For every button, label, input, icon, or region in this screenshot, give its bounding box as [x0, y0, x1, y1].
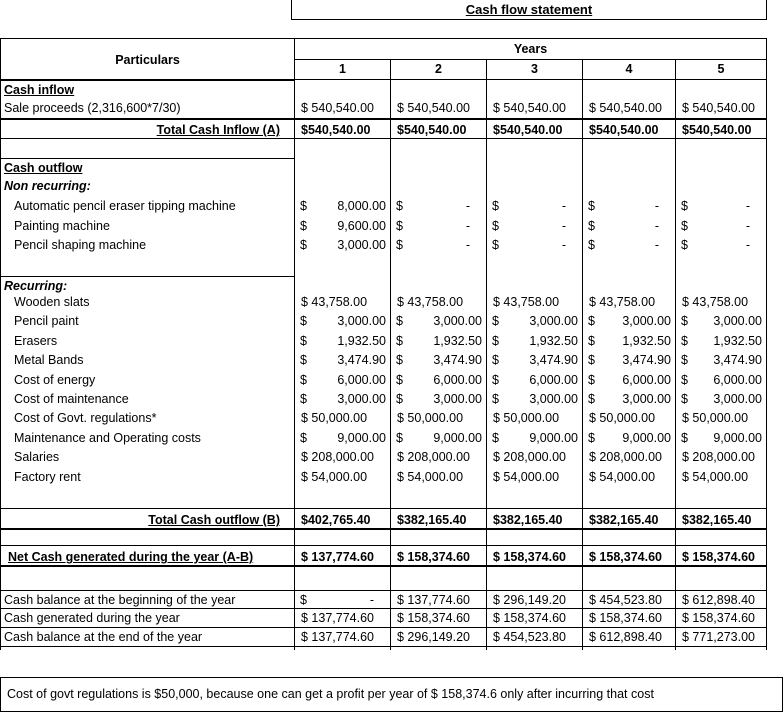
balance-row-value-y3: $ 454,523.80: [486, 628, 582, 647]
recurring-item-value-y2: [390, 351, 486, 370]
currency-symbol: $: [681, 218, 688, 233]
currency-symbol: $: [396, 199, 403, 213]
recurring-item-amount-y4: 1,932.50: [622, 333, 671, 348]
recurring-item-label: Factory rent: [14, 469, 81, 484]
recurring-item-amount-y3: 3,000.00: [529, 392, 578, 406]
currency-symbol: $: [300, 333, 307, 348]
recurring-item-label: Pencil paint: [14, 314, 79, 329]
non-recurring-heading-row: [0, 177, 783, 196]
non-recurring-item-row: [0, 217, 783, 236]
recurring-item-row: [0, 293, 783, 312]
total-cash-inflow-value-y1: $540,540.00: [294, 118, 390, 139]
sale-proceeds-value-y5: $ 540,540.00: [682, 101, 755, 115]
recurring-item-value-y5: $ 43,758.00: [682, 295, 749, 309]
balance-row-value-y3: $ 158,374.60: [486, 609, 582, 628]
recurring-item-value-y5: [675, 390, 766, 409]
balance-row-row: [0, 628, 783, 647]
non-recurring-item-label: Automatic pencil eraser tipping machine: [14, 199, 236, 213]
recurring-item-amount-y4: 3,000.00: [622, 314, 671, 329]
recurring-item-row: [0, 409, 783, 428]
recurring-item-row: [0, 390, 783, 409]
non-recurring-item-value-y1: [294, 236, 390, 255]
recurring-item-value-y4: [582, 351, 675, 370]
recurring-item-value-y5: [675, 312, 766, 331]
year-5-header: 5: [675, 59, 767, 80]
recurring-item-value-y3: [486, 332, 582, 351]
recurring-item-label: Erasers: [14, 333, 58, 348]
recurring-item-value-y2: $ 54,000.00: [397, 469, 464, 484]
currency-symbol: $: [492, 314, 499, 329]
cash-inflow-heading-row: [0, 80, 783, 99]
recurring-item-value-y2: [390, 332, 486, 351]
recurring-item-value-y3: $ 50,000.00: [493, 411, 560, 426]
total-cash-inflow-value-y2: $540,540.00: [390, 118, 486, 139]
recurring-item-value-y5: $ 208,000.00: [682, 450, 755, 465]
sale-proceeds-label: Sale proceeds (2,316,600*7/30): [4, 101, 181, 115]
balance-row-value-y4: $ 612,898.40: [582, 628, 675, 647]
recurring-item-label: Salaries: [14, 450, 60, 465]
balance-row-value-y4: $ 454,523.80: [582, 590, 675, 609]
year-3-header: 3: [486, 59, 582, 80]
non-recurring-item-amount-y1: 3,000.00: [337, 238, 386, 252]
recurring-item-value-y1: [294, 351, 390, 370]
balance-row-value-y4: $ 158,374.60: [582, 609, 675, 628]
year-4-header: 4: [582, 59, 675, 80]
non-recurring-item-amount-y2: -: [465, 238, 470, 252]
recurring-item-value-y5: [675, 332, 766, 351]
currency-symbol: $: [492, 238, 499, 252]
recurring-item-amount-y1: 3,474.90: [337, 353, 386, 368]
recurring-item-value-y3: $ 54,000.00: [493, 469, 560, 484]
footnote: Cost of govt regulations is $50,000, because one can get a profit per year of $ 158,374.6 only after incurring that cost: [0, 677, 783, 712]
balance-row-value-y5: $ 771,273.00: [675, 628, 766, 647]
cash-outflow-heading-label: Cash outflow: [0, 158, 294, 177]
recurring-item-value-y4: $ 50,000.00: [589, 411, 656, 426]
currency-symbol: $: [588, 392, 595, 406]
recurring-item-value-y3: [486, 351, 582, 370]
recurring-item-value-y5: $ 50,000.00: [682, 411, 749, 426]
recurring-item-label: Maintenance and Operating costs: [14, 430, 201, 445]
non-recurring-item-value-y1: [294, 217, 390, 236]
recurring-item-value-y4: $ 208,000.00: [589, 450, 662, 465]
net-cash-row: [0, 545, 783, 567]
recurring-item-amount-y2: 1,932.50: [433, 333, 482, 348]
recurring-item-amount-y5: 1,932.50: [713, 333, 762, 348]
recurring-item-value-y2: [390, 390, 486, 409]
net-cash-value-y5: $ 158,374.60: [675, 545, 766, 567]
total-cash-inflow-label: Total Cash Inflow (A): [0, 118, 294, 139]
net-cash-value-y3: $ 158,374.60: [486, 545, 582, 567]
non-recurring-item-value-y4: [582, 236, 675, 255]
recurring-item-row: [0, 312, 783, 331]
currency-symbol: $: [396, 430, 403, 445]
currency-symbol: $: [588, 199, 595, 213]
non-recurring-item-value-y1: [294, 197, 390, 216]
net-cash-label: Net Cash generated during the year (A-B): [0, 545, 294, 567]
year-1-header: 1: [294, 59, 390, 80]
currency-symbol: $: [492, 218, 499, 233]
non-recurring-item-value-y3: [486, 197, 582, 216]
currency-symbol: $: [396, 218, 403, 233]
non-recurring-item-amount-y2: -: [465, 218, 470, 233]
balance-row-value-y2: $ 296,149.20: [390, 628, 486, 647]
non-recurring-item-label: Pencil shaping machine: [14, 238, 147, 252]
currency-symbol: $: [300, 430, 307, 445]
recurring-item-value-y1: [294, 390, 390, 409]
recurring-item-amount-y5: 9,000.00: [713, 430, 762, 445]
recurring-item-value-y4: $ 54,000.00: [589, 469, 656, 484]
non-recurring-item-amount-y2: -: [465, 199, 470, 213]
non-recurring-item-amount-y4: -: [654, 199, 659, 213]
recurring-item-value-y5: [675, 351, 766, 370]
currency-symbol: $: [588, 372, 595, 387]
recurring-item-amount-y1: 3,000.00: [337, 392, 386, 406]
currency-symbol: $: [396, 238, 403, 252]
recurring-item-value-y5: [675, 371, 766, 390]
balance-row-row: [0, 590, 783, 609]
recurring-item-value-y4: [582, 332, 675, 351]
non-recurring-item-row: [0, 236, 783, 255]
recurring-item-value-y2: [390, 371, 486, 390]
recurring-item-amount-y2: 3,000.00: [433, 314, 482, 329]
recurring-item-value-y1: [294, 371, 390, 390]
recurring-item-amount-y5: 3,000.00: [713, 314, 762, 329]
balance-row-value-y1: [294, 590, 390, 609]
currency-symbol: $: [588, 333, 595, 348]
total-cash-outflow-value-y4: $382,165.40: [582, 508, 675, 530]
currency-symbol: $: [492, 199, 499, 213]
currency-symbol: $: [492, 333, 499, 348]
currency-symbol: $: [492, 392, 499, 406]
currency-symbol: $: [396, 372, 403, 387]
recurring-item-amount-y2: 3,000.00: [433, 392, 482, 406]
currency-symbol: $: [681, 314, 688, 329]
sale-proceeds-value-y2: $ 540,540.00: [397, 101, 470, 115]
recurring-item-amount-y4: 6,000.00: [622, 372, 671, 387]
recurring-item-amount-y1: 6,000.00: [337, 372, 386, 387]
recurring-item-value-y3: [486, 312, 582, 331]
currency-symbol: $: [588, 314, 595, 329]
non-recurring-item-amount-y5: -: [745, 218, 750, 233]
total-cash-outflow-row: [0, 508, 783, 530]
non-recurring-item-value-y4: [582, 197, 675, 216]
recurring-item-label: Wooden slats: [14, 295, 90, 309]
recurring-item-row: [0, 468, 783, 487]
recurring-item-amount-y3: 3,000.00: [529, 314, 578, 329]
recurring-item-value-y3: [486, 429, 582, 448]
non-recurring-item-value-y2: [390, 197, 486, 216]
currency-symbol: $: [588, 238, 595, 252]
non-recurring-item-amount-y5: -: [745, 238, 750, 252]
recurring-item-amount-y3: 1,932.50: [529, 333, 578, 348]
total-cash-inflow-row: [0, 118, 783, 139]
non-recurring-item-value-y2: [390, 217, 486, 236]
recurring-item-value-y3: [486, 371, 582, 390]
total-cash-outflow-value-y2: $382,165.40: [390, 508, 486, 530]
recurring-item-amount-y4: 3,474.90: [622, 353, 671, 368]
balance-row-label: Cash balance at the beginning of the year: [0, 590, 294, 609]
balance-row-label: Cash balance at the end of the year: [0, 628, 294, 647]
recurring-item-value-y1: $ 43,758.00: [301, 295, 368, 309]
non-recurring-item-row: [0, 197, 783, 216]
recurring-item-row: [0, 371, 783, 390]
non-recurring-item-value-y5: [675, 217, 766, 236]
recurring-item-amount-y5: 3,000.00: [713, 392, 762, 406]
non-recurring-item-value-y2: [390, 236, 486, 255]
footnote-row: [0, 677, 783, 712]
recurring-item-value-y5: $ 54,000.00: [682, 469, 749, 484]
currency-symbol: $: [396, 333, 403, 348]
balance-row-value-y2: $ 137,774.60: [390, 590, 486, 609]
currency-symbol: $: [300, 238, 307, 252]
years-header: Years: [294, 38, 767, 59]
non-recurring-item-amount-y4: -: [654, 238, 659, 252]
cash-outflow-heading-row: [0, 158, 783, 177]
recurring-item-value-y1: $ 50,000.00: [301, 411, 368, 426]
recurring-item-amount-y5: 3,474.90: [713, 353, 762, 368]
recurring-item-value-y3: $ 208,000.00: [493, 450, 566, 465]
cash-inflow-heading-label: Cash inflow: [0, 80, 294, 99]
currency-symbol: $: [681, 372, 688, 387]
currency-symbol: $: [396, 314, 403, 329]
recurring-item-amount-y3: 3,474.90: [529, 353, 578, 368]
currency-symbol: $: [588, 353, 595, 368]
recurring-item-value-y2: $ 50,000.00: [397, 411, 464, 426]
currency-symbol: $: [681, 392, 688, 406]
total-cash-inflow-value-y3: $540,540.00: [486, 118, 582, 139]
non-recurring-item-amount-y5: -: [745, 199, 750, 213]
non-recurring-item-value-y5: [675, 236, 766, 255]
recurring-item-value-y5: [675, 429, 766, 448]
non-recurring-item-value-y3: [486, 236, 582, 255]
sale-proceeds-row: [0, 99, 783, 118]
currency-symbol: $: [681, 199, 688, 213]
total-cash-outflow-label: Total Cash outflow (B): [0, 508, 294, 530]
balance-row-label: Cash generated during the year: [0, 609, 294, 628]
currency-symbol: $: [396, 353, 403, 368]
currency-symbol: $: [492, 430, 499, 445]
recurring-item-amount-y2: 9,000.00: [433, 430, 482, 445]
sale-proceeds-value-y1: $ 540,540.00: [301, 101, 374, 115]
recurring-item-amount-y4: 3,000.00: [622, 392, 671, 406]
recurring-item-value-y2: $ 43,758.00: [397, 295, 464, 309]
balance-row-value-y2: $ 158,374.60: [390, 609, 486, 628]
currency-symbol: $: [300, 372, 307, 387]
currency-symbol: $: [300, 353, 307, 368]
currency-symbol: $: [492, 353, 499, 368]
balance-row-value-y5: $ 612,898.40: [675, 590, 766, 609]
year-2-header: 2: [390, 59, 486, 80]
recurring-item-value-y4: $ 43,758.00: [589, 295, 656, 309]
recurring-item-row: [0, 351, 783, 370]
recurring-item-row: [0, 429, 783, 448]
recurring-item-amount-y3: 6,000.00: [529, 372, 578, 387]
balance-row-value-y1: $ 137,774.60: [294, 609, 390, 628]
recurring-item-value-y1: $ 208,000.00: [301, 450, 374, 465]
recurring-item-value-y2: [390, 429, 486, 448]
total-cash-outflow-value-y3: $382,165.40: [486, 508, 582, 530]
currency-symbol: $: [300, 392, 307, 406]
non-recurring-item-value-y4: [582, 217, 675, 236]
balance-row-value-y5: $ 158,374.60: [675, 609, 766, 628]
recurring-item-label: Cost of Govt. regulations*: [14, 411, 157, 426]
non-recurring-item-amount-y1: 8,000.00: [337, 199, 386, 213]
balance-row-row: [0, 609, 783, 628]
net-cash-value-y2: $ 158,374.60: [390, 545, 486, 567]
currency-symbol: $: [588, 430, 595, 445]
recurring-item-value-y1: [294, 312, 390, 331]
balance-row-amount-y1: -: [369, 593, 374, 607]
recurring-item-value-y1: [294, 429, 390, 448]
non-recurring-item-label: Painting machine: [14, 218, 110, 233]
sale-proceeds-value-y3: $ 540,540.00: [493, 101, 566, 115]
net-cash-value-y4: $ 158,374.60: [582, 545, 675, 567]
non-recurring-item-value-y3: [486, 217, 582, 236]
recurring-item-label: Cost of energy: [14, 372, 96, 387]
currency-symbol: $: [681, 238, 688, 252]
total-cash-inflow-value-y5: $540,540.00: [675, 118, 766, 139]
recurring-item-row: [0, 332, 783, 351]
total-cash-outflow-value-y1: $402,765.40: [294, 508, 390, 530]
recurring-item-amount-y2: 3,474.90: [433, 353, 482, 368]
non-recurring-heading-label: Non recurring:: [4, 179, 91, 193]
non-recurring-item-amount-y1: 9,600.00: [337, 218, 386, 233]
non-recurring-item-value-y5: [675, 197, 766, 216]
currency-symbol: $: [300, 314, 307, 329]
currency-symbol: $: [396, 392, 403, 406]
recurring-item-value-y2: $ 208,000.00: [397, 450, 470, 465]
non-recurring-item-amount-y3: -: [561, 199, 566, 213]
recurring-item-value-y1: $ 54,000.00: [301, 469, 368, 484]
recurring-item-row: [0, 448, 783, 467]
recurring-item-label: Metal Bands: [14, 353, 84, 368]
currency-symbol: $: [588, 218, 595, 233]
balance-row-value-y1: $ 137,774.60: [294, 628, 390, 647]
currency-symbol: $: [681, 430, 688, 445]
recurring-item-value-y4: [582, 390, 675, 409]
currency-symbol: $: [492, 372, 499, 387]
currency-symbol: $: [681, 333, 688, 348]
non-recurring-item-amount-y4: -: [654, 218, 659, 233]
recurring-heading-label: Recurring:: [0, 276, 294, 295]
non-recurring-item-amount-y3: -: [561, 218, 566, 233]
total-cash-inflow-value-y4: $540,540.00: [582, 118, 675, 139]
recurring-item-value-y3: $ 43,758.00: [493, 295, 560, 309]
net-cash-value-y1: $ 137,774.60: [294, 545, 390, 567]
balance-row-value-y3: $ 296,149.20: [486, 590, 582, 609]
recurring-item-amount-y3: 9,000.00: [529, 430, 578, 445]
currency-symbol: $: [300, 199, 307, 213]
currency-symbol: $: [300, 218, 307, 233]
recurring-item-value-y4: [582, 429, 675, 448]
recurring-item-amount-y1: 1,932.50: [337, 333, 386, 348]
recurring-item-amount-y4: 9,000.00: [622, 430, 671, 445]
particulars-header: Particulars: [0, 38, 294, 80]
title-row: [0, 0, 783, 20]
recurring-item-label: Cost of maintenance: [14, 392, 129, 406]
page-title: Cash flow statement: [291, 0, 767, 20]
total-cash-outflow-value-y5: $382,165.40: [675, 508, 766, 530]
recurring-item-amount-y5: 6,000.00: [713, 372, 762, 387]
recurring-item-amount-y2: 6,000.00: [433, 372, 482, 387]
recurring-item-amount-y1: 3,000.00: [337, 314, 386, 329]
sale-proceeds-value-y4: $ 540,540.00: [589, 101, 662, 115]
non-recurring-item-amount-y3: -: [561, 238, 566, 252]
recurring-item-value-y4: [582, 312, 675, 331]
recurring-item-amount-y1: 9,000.00: [337, 430, 386, 445]
recurring-item-value-y2: [390, 312, 486, 331]
currency-symbol: $: [300, 593, 307, 607]
recurring-item-value-y4: [582, 371, 675, 390]
header-row: [0, 38, 783, 80]
currency-symbol: $: [681, 353, 688, 368]
recurring-item-value-y1: [294, 332, 390, 351]
recurring-item-value-y3: [486, 390, 582, 409]
